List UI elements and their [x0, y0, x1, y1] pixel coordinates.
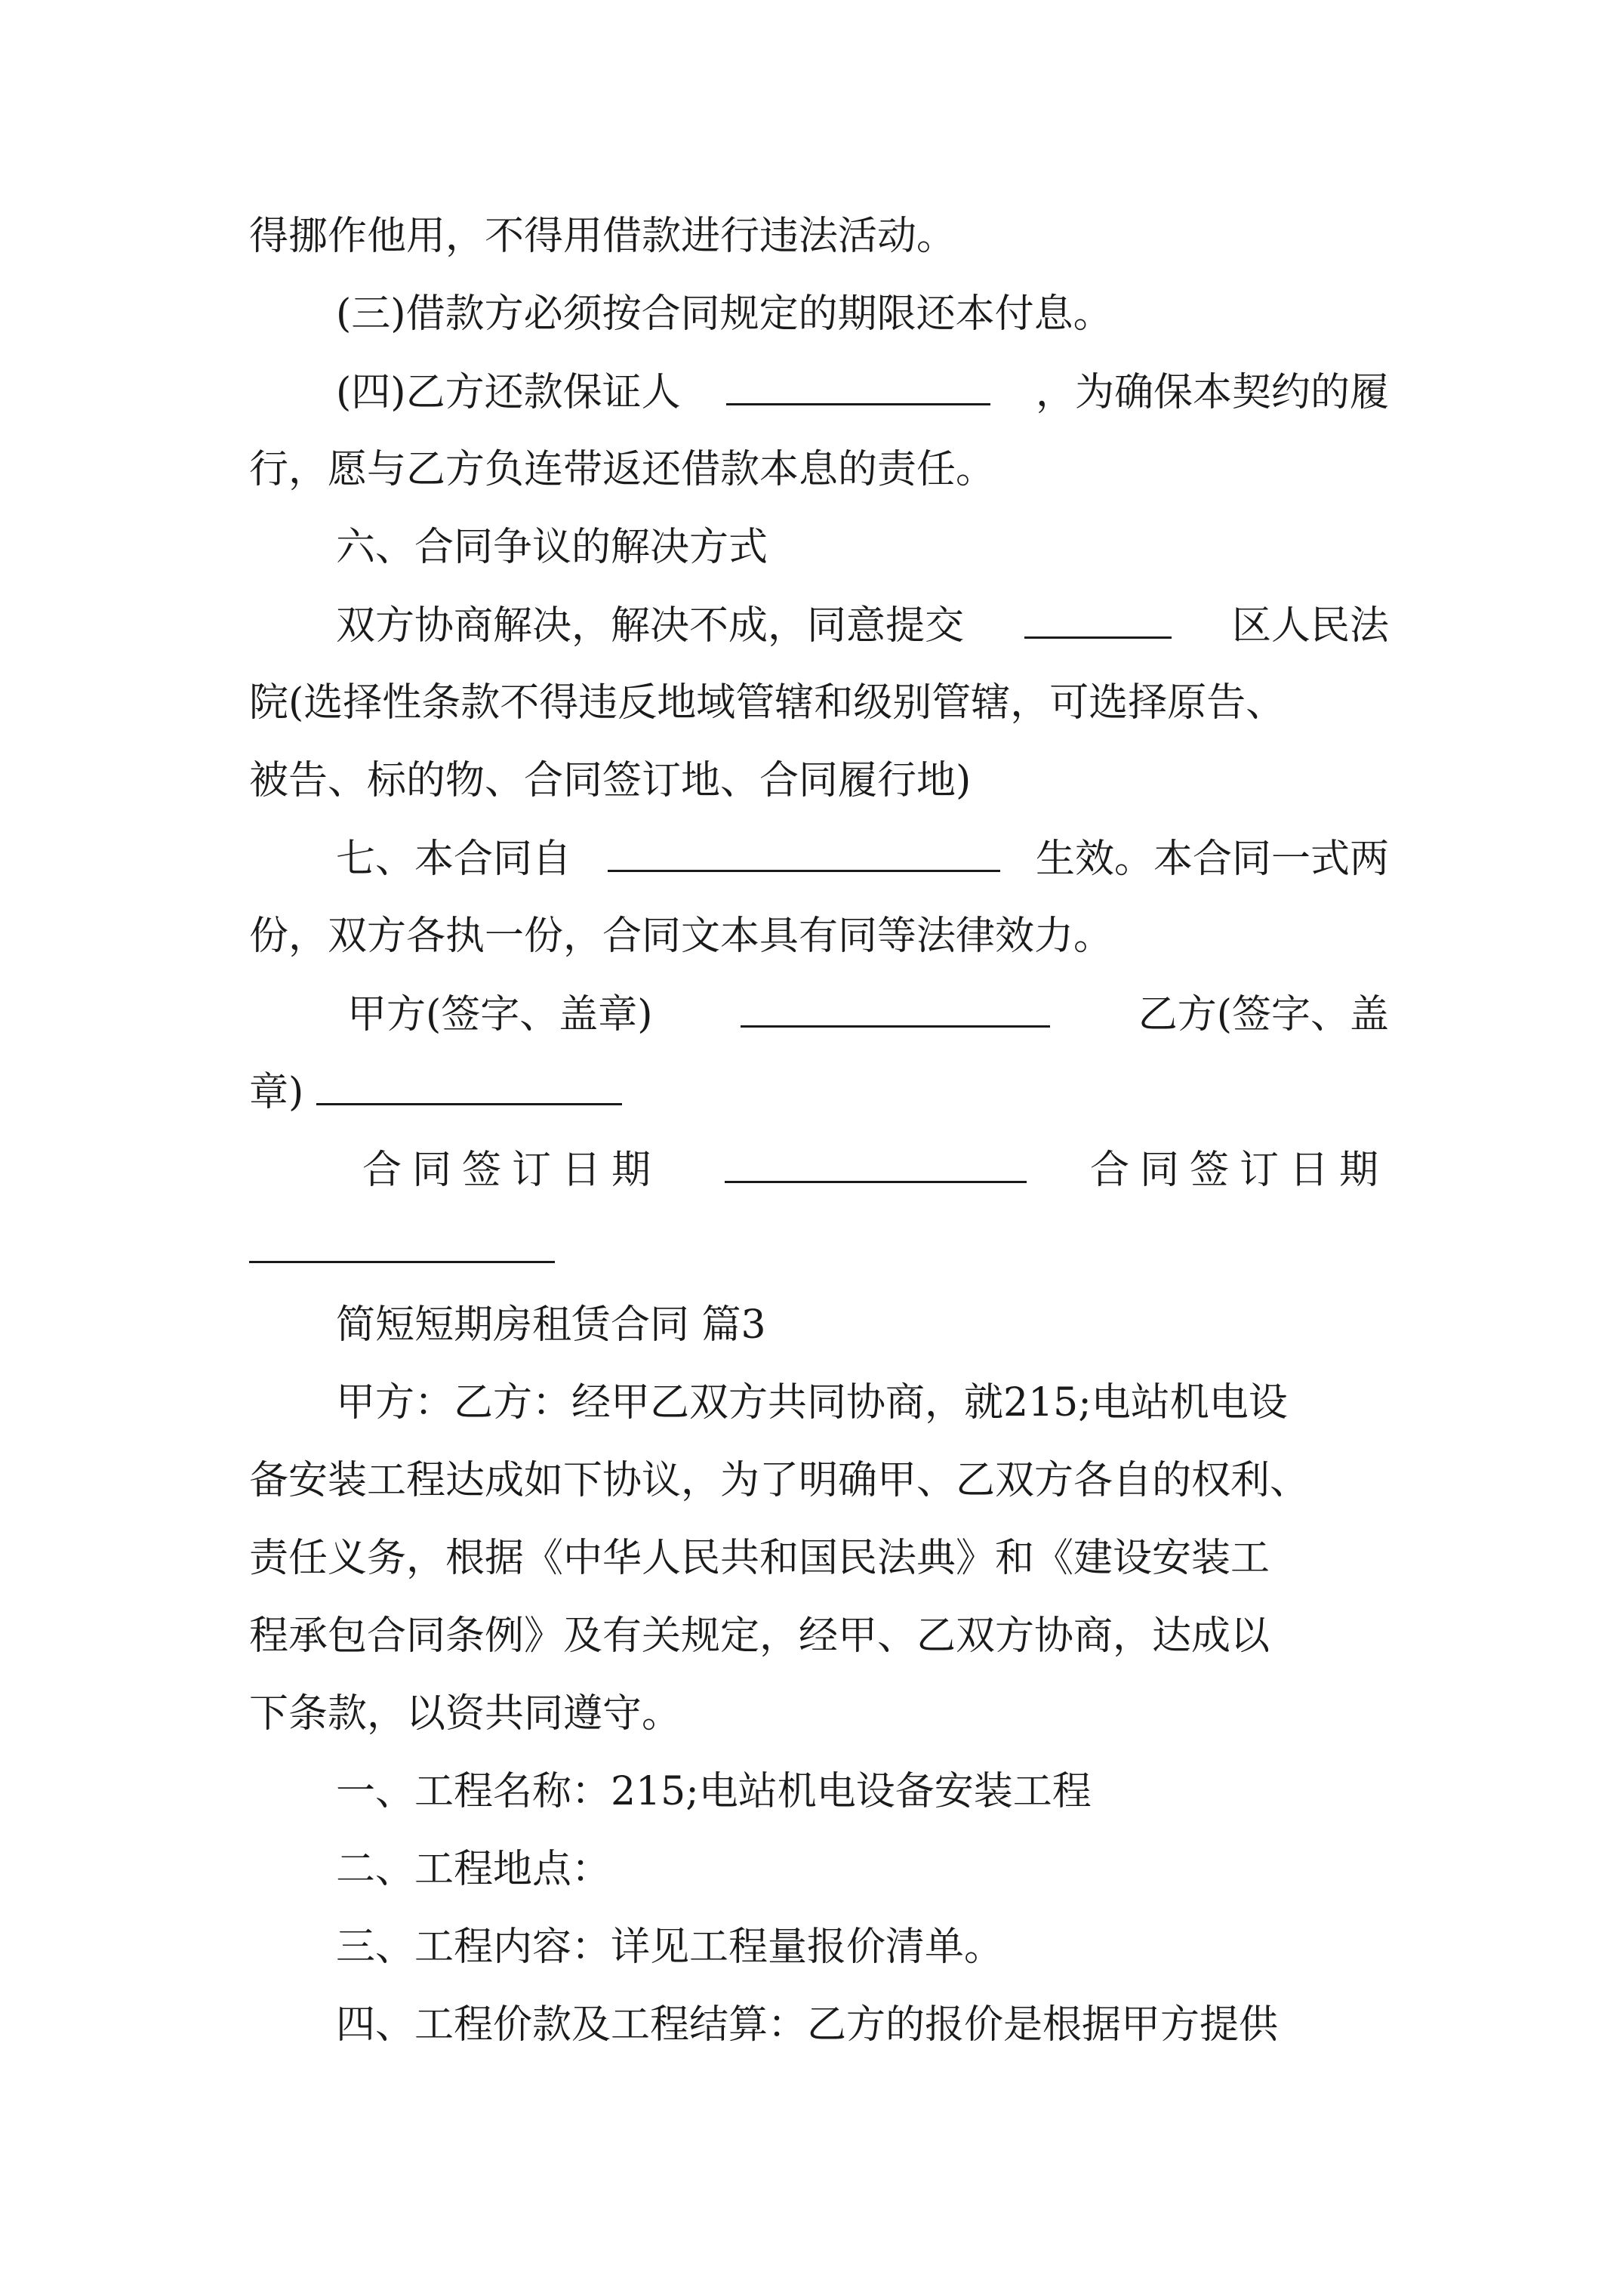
text-line: [249, 446, 1389, 493]
text: ，为确保本契约的履: [1035, 370, 1389, 415]
text: 生效。本合同一式两: [1035, 837, 1389, 882]
fill-blank-party-a-signature: [741, 991, 1050, 1028]
text: 甲方：乙方：经甲乙双方共同协商，就215;电站机电设: [336, 1380, 1288, 1425]
text-line: [249, 757, 1389, 804]
text-line: [249, 1457, 1389, 1504]
fill-blank-guarantor: [726, 368, 990, 405]
text-line: [336, 2002, 1389, 2048]
text: 章): [249, 1070, 304, 1115]
section-title: [336, 1302, 1389, 1348]
fill-blank-court: [1024, 602, 1172, 639]
text-line: [249, 1690, 1389, 1737]
text: 责任义务，根据《中华人民共和国民法典》和《建设安装工: [249, 1536, 1270, 1581]
text-line: [336, 1846, 1389, 1893]
date-line: [362, 1146, 1389, 1193]
text-line: [249, 913, 1389, 960]
text: 三、工程内容：详见工程量报价清单。: [336, 1925, 1004, 1970]
text: 合同签订日期: [362, 1148, 662, 1193]
text-line: [336, 1768, 1389, 1815]
text-line: [249, 1535, 1389, 1582]
section-heading: [336, 524, 1389, 571]
fill-blank-date-a: [725, 1146, 1027, 1183]
text-line: [336, 368, 1389, 415]
text: 行，愿与乙方负连带返还借款本息的责任。: [249, 447, 996, 492]
text: 合同签订日期: [1089, 1148, 1389, 1193]
text: 六、合同争议的解决方式: [336, 525, 768, 570]
text-line: [336, 602, 1389, 649]
text-line: [336, 1924, 1389, 1971]
text: 乙方(签字、盖: [1138, 992, 1389, 1037]
text: 二、工程地点：: [336, 1847, 611, 1892]
fill-blank-date-b: [249, 1261, 555, 1263]
text-line: [336, 291, 1389, 337]
text: 备安装工程达成如下协议，为了明确甲、乙双方各自的权利、: [249, 1458, 1310, 1503]
fill-blank-party-b-signature: [316, 1068, 622, 1105]
text: (四)乙方还款保证人: [336, 370, 681, 415]
text: 七、本合同自: [336, 837, 572, 882]
text: 下条款，以资共同遵守。: [249, 1691, 682, 1737]
text: 份，双方各执一份，合同文本具有同等法律效力。: [249, 914, 1113, 959]
text: 区人民法: [1231, 603, 1389, 649]
text-line: [336, 1379, 1389, 1426]
text: (三)借款方必须按合同规定的期限还本付息。: [336, 291, 1113, 337]
text-line: [249, 1613, 1389, 1660]
text-line: [249, 1068, 1389, 1115]
text: 四、工程价款及工程结算：乙方的报价是根据甲方提供: [336, 2002, 1279, 2048]
text: 得挪作他用，不得用借款进行违法活动。: [249, 214, 956, 259]
text: 被告、标的物、合同签订地、合同履行地): [249, 758, 972, 803]
text: 简短短期房租赁合同 篇3: [336, 1302, 766, 1348]
text: 一、工程名称：215;电站机电设备安装工程: [336, 1769, 1092, 1814]
fill-blank-effective: [608, 835, 1000, 872]
signature-line: [347, 991, 1389, 1037]
text: 程承包合同条例》及有关规定，经甲、乙双方协商，达成以: [249, 1613, 1270, 1659]
text: 甲方(签字、盖章): [347, 992, 653, 1037]
text-line: [336, 835, 1389, 882]
text: 院(选择性条款不得违反地域管辖和级别管辖，可选择原告、: [249, 680, 1286, 726]
text-line: [249, 680, 1389, 726]
text-line: [249, 213, 1389, 260]
text: 双方协商解决，解决不成，同意提交: [336, 603, 965, 649]
